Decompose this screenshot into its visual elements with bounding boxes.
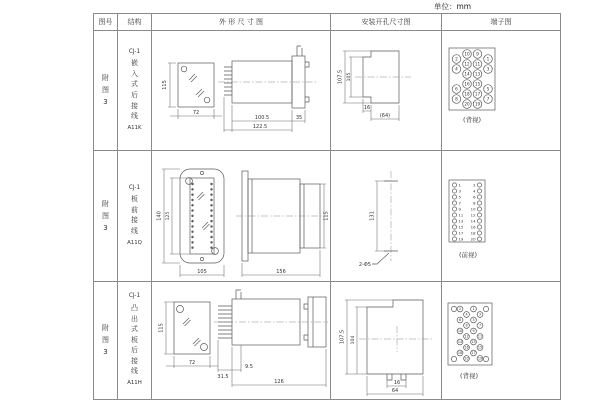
svg-text:7: 7 — [486, 96, 490, 102]
svg-text:6: 6 — [458, 318, 462, 323]
svg-text:20: 20 — [464, 356, 469, 361]
dim-side-length: 156 — [276, 269, 286, 275]
terminal-cell-1 — [442, 31, 560, 151]
outline-drawing-a11q — [152, 151, 330, 282]
mounting-drawing-a11q — [331, 151, 442, 282]
outline-drawing-a11k — [152, 31, 330, 151]
svg-text:14: 14 — [457, 340, 463, 345]
svg-text:5: 5 — [486, 86, 490, 92]
structure-label-1: CJ-1 嵌 入 式 后 接 线 A11K — [127, 48, 142, 131]
svg-text:2: 2 — [473, 182, 476, 188]
dim-front-inner-height: 125 — [166, 211, 171, 221]
svg-text:13: 13 — [474, 71, 481, 77]
svg-text:6: 6 — [455, 86, 458, 92]
figure-cell-1 — [94, 31, 118, 151]
svg-text:9: 9 — [472, 329, 475, 334]
svg-text:8: 8 — [455, 96, 458, 102]
terminal-diagram-rear-1 — [447, 46, 497, 112]
svg-text:4: 4 — [473, 188, 476, 194]
dim-outer-width: (64) — [379, 113, 391, 119]
svg-text:11: 11 — [474, 61, 481, 67]
unit-label: 单位：mm — [434, 2, 472, 11]
svg-text:9: 9 — [476, 51, 479, 57]
svg-text:3: 3 — [458, 188, 461, 194]
structure-label-2: CJ-1 板 前 接 线 A11Q — [127, 184, 142, 246]
svg-text:10: 10 — [470, 206, 476, 212]
mounting-cell-3 — [331, 282, 442, 399]
svg-text:2: 2 — [458, 307, 462, 312]
dim-outer-height: 107.5 — [337, 69, 344, 85]
svg-text:18: 18 — [457, 351, 463, 356]
mounting-cell-2 — [331, 151, 442, 282]
svg-text:8: 8 — [473, 200, 476, 206]
mounting-drawing-a11k — [331, 31, 442, 151]
dim-flange: 35 — [295, 115, 303, 121]
svg-text:12: 12 — [470, 212, 476, 218]
svg-text:9: 9 — [458, 206, 461, 212]
svg-text:18: 18 — [464, 91, 470, 97]
svg-text:4: 4 — [455, 66, 458, 72]
dim-front-width: 72 — [188, 360, 196, 366]
dim-front-height: 115 — [162, 80, 168, 90]
figure-cell-2 — [94, 151, 118, 282]
header-figure: 图号 — [94, 14, 118, 31]
figure-label-1: 附 图 3 — [102, 74, 109, 106]
outline-cell-3 — [152, 282, 331, 399]
terminal-caption-1: (背视) — [462, 116, 482, 124]
figure-label-3: 附 图 3 — [102, 324, 109, 356]
svg-text:19: 19 — [474, 101, 481, 107]
svg-text:2: 2 — [455, 56, 458, 62]
dim-body-length: 100.5 — [254, 115, 270, 121]
svg-text:17: 17 — [474, 91, 481, 97]
terminal-cell-2 — [442, 151, 560, 282]
svg-text:8: 8 — [465, 323, 468, 328]
terminal-cell-3 — [442, 282, 560, 399]
svg-text:6: 6 — [473, 194, 476, 200]
figure-cell-3 — [94, 282, 118, 399]
terminal-diagram-rear-3 — [446, 301, 494, 367]
dim-body-length: 126 — [274, 379, 284, 385]
dim-side-height: 115 — [323, 211, 330, 221]
svg-text:1: 1 — [458, 182, 461, 188]
svg-text:5: 5 — [458, 194, 461, 200]
svg-text:15: 15 — [477, 345, 483, 350]
svg-text:5: 5 — [472, 318, 475, 323]
svg-text:17: 17 — [471, 351, 476, 356]
svg-text:13: 13 — [458, 218, 464, 224]
dim-holes: 2-Φ5 — [358, 262, 371, 268]
svg-text:20: 20 — [464, 101, 470, 107]
mounting-drawing-a11h — [331, 282, 442, 399]
dim-front-outer-height: 140 — [156, 211, 163, 221]
svg-text:19: 19 — [477, 356, 483, 361]
svg-text:4: 4 — [465, 312, 468, 317]
svg-text:18: 18 — [470, 230, 476, 236]
svg-text:15: 15 — [458, 224, 464, 230]
outline-cell-1 — [152, 31, 331, 151]
svg-text:16: 16 — [470, 224, 476, 230]
svg-text:7: 7 — [478, 323, 482, 328]
mounting-cell-1 — [331, 31, 442, 151]
structure-cell-2 — [118, 151, 152, 282]
header-structure: 结构 — [118, 14, 152, 31]
structure-cell-3 — [118, 282, 152, 399]
header-terminal: 端子图 — [442, 14, 560, 31]
dim-hole-span: 131 — [369, 211, 376, 221]
svg-text:15: 15 — [474, 81, 481, 87]
dim-notch-width: 16 — [363, 105, 371, 111]
terminal-diagram-front-2 — [447, 178, 489, 244]
structure-label-3: CJ-1 凸 出 式 板 后 接 线 A11H — [127, 293, 142, 387]
dim-front-width: 105 — [197, 269, 207, 275]
svg-text:11: 11 — [477, 334, 483, 339]
spec-table — [93, 13, 561, 400]
svg-text:3: 3 — [478, 312, 482, 317]
svg-text:14: 14 — [470, 218, 476, 224]
svg-text:17: 17 — [458, 230, 464, 236]
dim-inner-height: 105 — [347, 72, 352, 82]
outline-drawing-a11h — [152, 282, 330, 399]
dim-outer-width: 64 — [391, 388, 399, 394]
svg-text:12: 12 — [464, 334, 469, 339]
svg-text:3: 3 — [486, 66, 490, 72]
svg-text:1: 1 — [486, 56, 490, 62]
svg-text:7: 7 — [458, 200, 461, 206]
dim-pin-length: 31.5 — [217, 374, 229, 380]
svg-text:1: 1 — [472, 307, 475, 312]
dim-front-width: 72 — [192, 110, 200, 116]
dim-outer-height: 107.5 — [339, 329, 346, 345]
svg-text:14: 14 — [464, 71, 470, 77]
terminal-caption-3: (背视) — [459, 372, 479, 380]
figure-label-2: 附 图 3 — [102, 199, 109, 232]
dim-total-length: 122.5 — [252, 124, 268, 130]
dim-offset: 9.5 — [245, 364, 253, 370]
terminal-caption-2: (前视) — [458, 251, 478, 259]
header-outline: 外 形 尺 寸 图 — [152, 14, 331, 31]
svg-text:10: 10 — [457, 329, 463, 334]
svg-text:11: 11 — [458, 212, 464, 218]
svg-text:16: 16 — [464, 81, 470, 87]
dim-inner-height: 104 — [351, 335, 356, 345]
dim-notch-width: 16 — [393, 380, 401, 386]
svg-text:12: 12 — [464, 61, 470, 67]
outline-cell-2 — [152, 151, 331, 282]
header-mounting: 安装开孔尺寸图 — [331, 14, 442, 31]
svg-text:10: 10 — [464, 51, 470, 57]
svg-text:19: 19 — [458, 236, 464, 242]
svg-text:20: 20 — [470, 236, 476, 242]
dim-front-height: 115 — [158, 323, 165, 333]
structure-cell-1 — [118, 31, 152, 151]
svg-text:13: 13 — [471, 340, 476, 345]
svg-text:16: 16 — [464, 345, 469, 350]
